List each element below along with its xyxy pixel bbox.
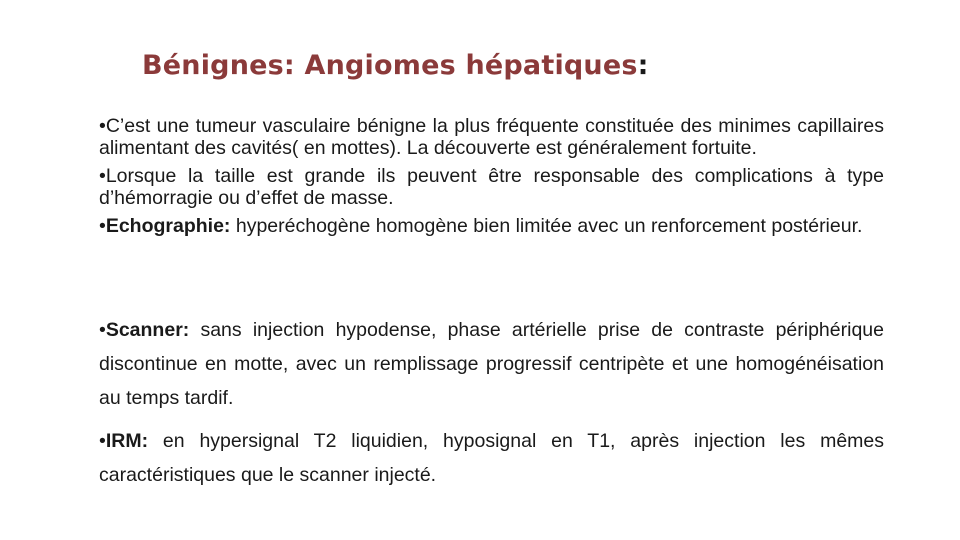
paragraph-echographie [99, 215, 884, 237]
paragraph-lead: IRM: [105, 430, 149, 452]
bullet: • [99, 165, 106, 187]
text-block-intro [99, 115, 884, 237]
bullet: • [99, 115, 106, 137]
paragraph-scanner [99, 313, 884, 415]
paragraph-lead: Scanner: [105, 319, 190, 341]
paragraph-text: en hypersignal T2 liquidien, hyposignal en T1, après injection les mêmes caractéristiques que le scanner injecté. [99, 430, 884, 486]
bullet: • [99, 215, 106, 237]
paragraph-complications [99, 165, 884, 209]
paragraph-definition [99, 115, 884, 159]
paragraph-text: sans injection hypodense, phase artérielle prise de contraste périphérique discontinue en motte, avec un remplissage progressif centripète et une homogénéisation au temps tardif. [99, 319, 884, 409]
paragraph-text: C’est une tumeur vasculaire bénigne la plus fréquente constituée des minimes capillaires alimentant des cavités( en mottes). La découverte est généralement fortuite. [99, 115, 884, 159]
paragraph-lead: Echographie: [105, 215, 231, 237]
paragraph-text: hyperéchogène homogène bien limitée avec un renforcement postérieur. [230, 215, 863, 237]
text-block-irm [99, 424, 884, 492]
slide-title [142, 50, 649, 81]
slide-title-text: Bénignes: Angiomes hépatiques [142, 50, 638, 81]
bullet: • [99, 319, 106, 341]
paragraph-irm [99, 424, 884, 492]
text-block-scanner [99, 313, 884, 415]
slide-title-colon: : [637, 50, 649, 81]
paragraph-text: Lorsque la taille est grande ils peuvent être responsable des complications à type d’hémorragie ou d’effet de masse. [99, 165, 884, 209]
bullet: • [99, 430, 106, 452]
